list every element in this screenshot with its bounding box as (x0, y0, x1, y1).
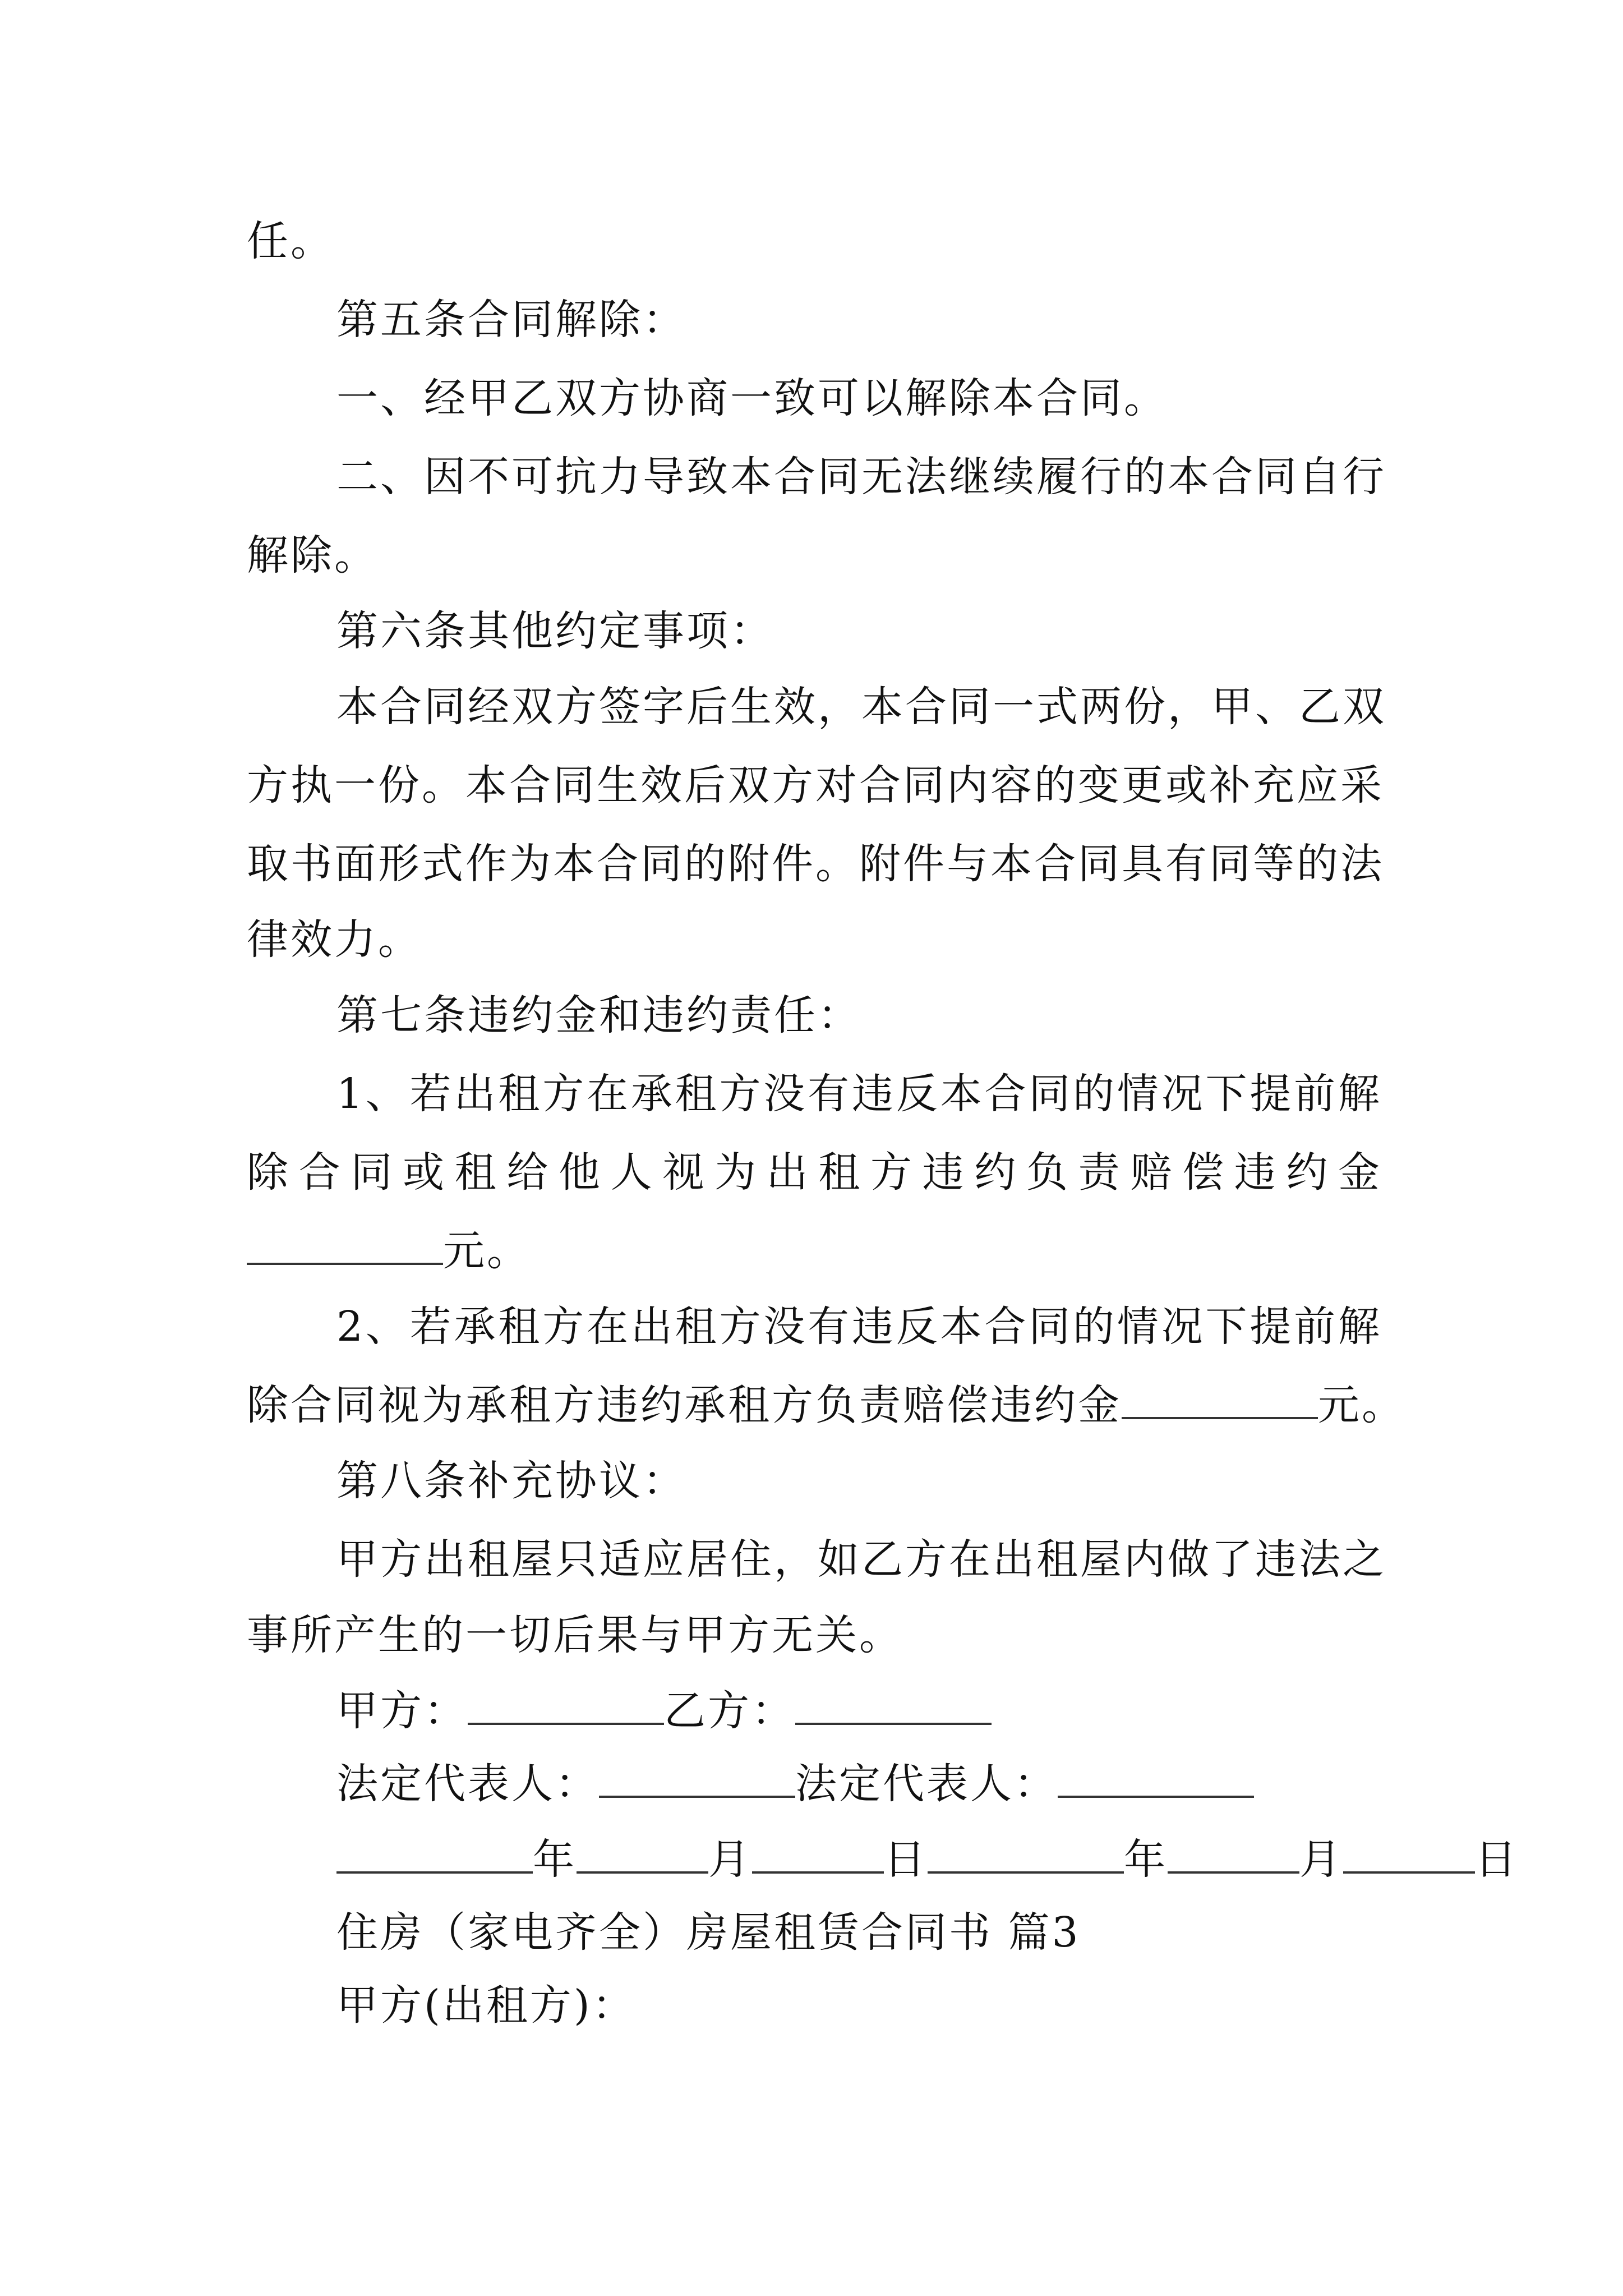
text-line: 方执一份。本合同生效后双方对合同内容的变更或补充应采 (247, 761, 1384, 809)
article-heading: 第七条违约金和违约责任： (336, 991, 861, 1039)
party-a-blank[interactable] (468, 1685, 664, 1725)
text-line: 任。 (247, 217, 334, 265)
text-line: 除合同或租给他人视为出租方违约负责赔偿违约金 (247, 1148, 1382, 1197)
rep-b-label: 法定代表人： (795, 1760, 1058, 1808)
party-b-blank[interactable] (795, 1685, 992, 1725)
year-label: 年 (1124, 1835, 1168, 1884)
article-heading: 第六条其他约定事项： (336, 607, 774, 655)
text-line: 事所产生的一切后果与甲方无关。 (247, 1611, 903, 1659)
text-fragment: 元。 (1318, 1381, 1405, 1429)
text-fragment: 元。 (443, 1227, 531, 1275)
month-label: 月 (708, 1835, 752, 1884)
party-a-label: 甲方： (336, 1687, 468, 1735)
lessor-label: 甲方(出租方)： (336, 1981, 636, 2030)
signature-representatives-line (336, 1756, 1254, 1812)
text-line: 律效力。 (247, 915, 422, 964)
party-b-label: 乙方： (664, 1687, 795, 1735)
signature-dates-line (336, 1832, 1519, 1888)
year-label: 年 (533, 1835, 577, 1884)
month-blank[interactable] (577, 1833, 708, 1874)
penalty-amount-line (247, 1377, 1405, 1433)
text-line: 二、因不可抗力导致本合同无法继续履行的本合同自行 (336, 453, 1386, 501)
day-blank[interactable] (1343, 1833, 1475, 1874)
section-title: 住房（家电齐全）房屋租赁合同书 篇3 (336, 1908, 1081, 1957)
text-line: 2、若承租方在出租方没有违反本合同的情况下提前解 (336, 1303, 1382, 1351)
text-line: 甲方出租屋只适应居住，如乙方在出租屋内做了违法之 (336, 1535, 1386, 1584)
fill-in-blank[interactable] (1122, 1379, 1318, 1419)
text-line: 1、若出租方在承租方没有违反本合同的情况下提前解 (336, 1070, 1382, 1118)
month-blank[interactable] (1168, 1833, 1299, 1874)
penalty-amount-line (247, 1223, 531, 1279)
article-heading: 第五条合同解除： (336, 296, 686, 344)
text-line: 一、经甲乙双方协商一致可以解除本合同。 (336, 374, 1168, 422)
year-blank[interactable] (928, 1833, 1124, 1874)
day-label: 日 (884, 1835, 928, 1884)
rep-a-blank[interactable] (599, 1757, 795, 1798)
signature-parties-line (336, 1683, 992, 1739)
day-label: 日 (1475, 1835, 1519, 1884)
fill-in-blank[interactable] (247, 1225, 443, 1265)
text-line: 取书面形式作为本合同的附件。附件与本合同具有同等的法 (247, 840, 1384, 888)
day-blank[interactable] (752, 1833, 884, 1874)
text-fragment: 除合同视为承租方违约承租方负责赔偿违约金 (247, 1381, 1122, 1429)
article-heading: 第八条补充协议： (336, 1457, 686, 1505)
rep-a-label: 法定代表人： (336, 1760, 599, 1808)
month-label: 月 (1299, 1835, 1343, 1884)
year-blank[interactable] (336, 1833, 533, 1874)
text-line: 解除。 (247, 531, 378, 579)
rep-b-blank[interactable] (1058, 1757, 1254, 1798)
text-line: 本合同经双方签字后生效，本合同一式两份，甲、乙双 (336, 683, 1386, 731)
